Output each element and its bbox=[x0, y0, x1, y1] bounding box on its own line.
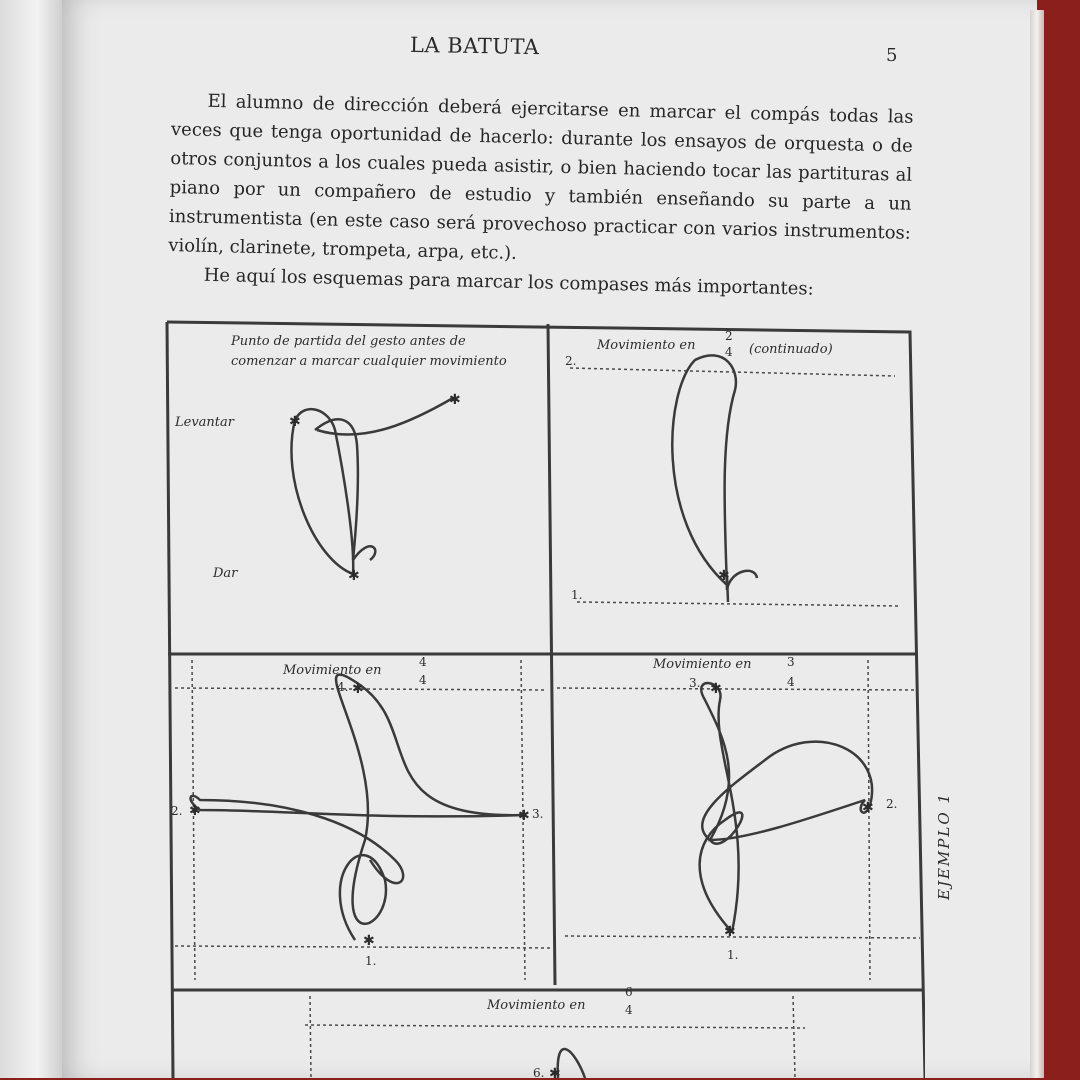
denominator-6-4: 4 bbox=[625, 1003, 633, 1017]
svg-text:✱: ✱ bbox=[363, 933, 375, 949]
denominator-3-4: 4 bbox=[787, 675, 795, 689]
denominator-2-4: 4 bbox=[725, 345, 733, 359]
body-text bbox=[167, 86, 913, 306]
start-caption: Punto de partida del gesto antes de comenzar a marcar cualquier movimiento bbox=[231, 334, 507, 369]
numerator-4-4: 4 bbox=[419, 655, 427, 669]
svg-text:✱: ✱ bbox=[348, 568, 360, 584]
svg-text:✱: ✱ bbox=[352, 681, 364, 697]
caption-3-4: Movimiento en bbox=[653, 657, 752, 672]
svg-text:✱: ✱ bbox=[289, 414, 301, 430]
beat-2-label: 2. bbox=[565, 354, 577, 368]
denominator-4-4: 4 bbox=[419, 673, 427, 687]
beat-2-label-3-4: 2. bbox=[886, 797, 898, 811]
note-2-4: (continuado) bbox=[749, 342, 833, 357]
beat-1-label-3-4: 1. bbox=[727, 948, 739, 962]
page-stack-edge bbox=[1030, 10, 1044, 1078]
frame-left bbox=[167, 322, 173, 1078]
svg-text:✱: ✱ bbox=[724, 924, 736, 940]
numerator-2-4: 2 bbox=[725, 329, 733, 343]
caption-6-4: Movimiento en bbox=[487, 998, 586, 1013]
page-number: 5 bbox=[886, 45, 898, 66]
frame-outer bbox=[167, 322, 925, 1078]
example-side-label: EJEMPLO 1 bbox=[935, 792, 953, 900]
svg-text:✱: ✱ bbox=[449, 392, 461, 408]
svg-text:✱: ✱ bbox=[518, 808, 530, 824]
facing-page-edge bbox=[0, 0, 62, 1078]
running-head: LA BATUTA bbox=[409, 32, 540, 60]
numerator-3-4: 3 bbox=[787, 655, 795, 669]
dar-label: Dar bbox=[213, 566, 238, 581]
paragraph-1: El alumno de dirección deberá ejercitarse en marcar el compás todas las veces que tenga oportunidad de hacerlo: durante los ensayos de orquesta o de otros conjuntos a los cuales pueda asistir, o bien haciendo tocar las partituras al piano por un compañero de estudio y también enseñando su parte a un instrumentista (en este caso será provechoso practicar con varios instrumentos: violín, clarinete, trompeta, arpa, etc.). bbox=[168, 90, 914, 264]
beat-2-label-4-4: 2. bbox=[171, 804, 183, 818]
svg-text:✱: ✱ bbox=[189, 803, 201, 819]
caption-4-4: Movimiento en bbox=[283, 663, 382, 678]
svg-text:✱: ✱ bbox=[549, 1066, 561, 1078]
svg-text:✱: ✱ bbox=[862, 800, 874, 816]
svg-text:✱: ✱ bbox=[718, 568, 730, 584]
levantar-label: Levantar bbox=[175, 415, 234, 430]
diagram-drawing bbox=[165, 320, 925, 1078]
beat-1-label: 1. bbox=[571, 588, 583, 602]
numerator-6-4: 6 bbox=[625, 985, 633, 999]
beat-6-label: 6. bbox=[533, 1066, 545, 1080]
beat-3-label-3-4: 3. bbox=[689, 676, 701, 690]
paragraph-2: He aquí los esquemas para marcar los compases más importantes: bbox=[203, 264, 814, 300]
beat-4-label: 4. bbox=[337, 680, 349, 694]
conducting-diagrams bbox=[165, 320, 925, 1078]
caption-2-4: Movimiento en bbox=[597, 338, 696, 353]
beat-1-label-4-4: 1. bbox=[365, 954, 377, 968]
beat-3-label-4-4: 3. bbox=[532, 807, 544, 821]
svg-text:✱: ✱ bbox=[710, 681, 722, 697]
